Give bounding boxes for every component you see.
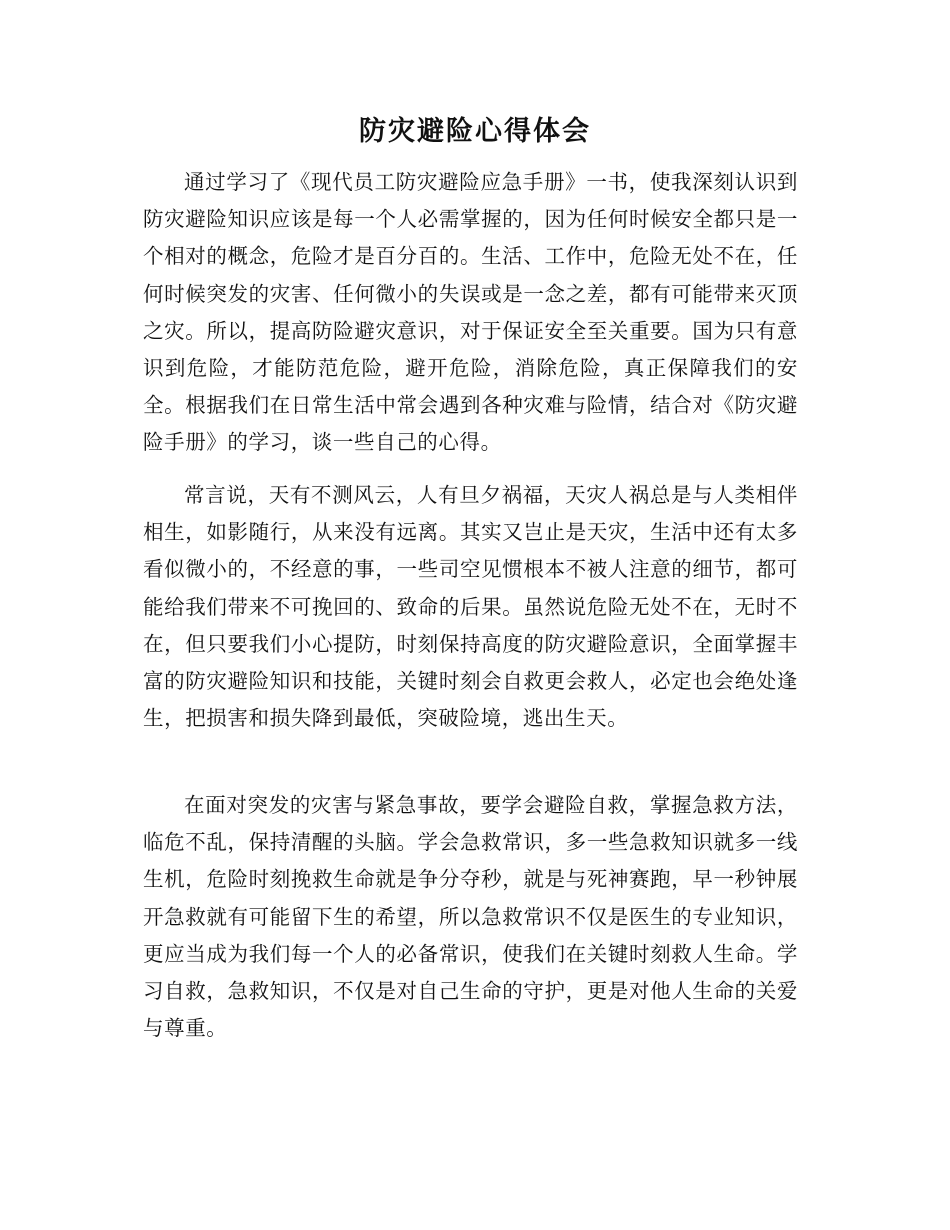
body-paragraph-2: 常言说，天有不测风云，人有旦夕祸福，天灾人祸总是与人类相伴相生，如影随行，从来没有远离。其实又岂止是天灾，生活中还有太多看似微小的，不经意的事，一些司空见惯根本不被人注意的细节，都可能给我们带来不可挽回的、致命的后果。虽然说危险无处不在，无时不在，但只要我们小心提防，时刻保持高度的防灾避险意识，全面掌握丰富的防灾避险知识和技能，关键时刻会自救更会救人，必定也会绝处逢生，把损害和损失降到最低，突破险境，逃出生天。	[143, 483, 798, 731]
page-title: 防灾避险心得体会	[359, 116, 591, 147]
body-paragraph-3: 在面对突发的灾害与紧急事故，要学会避险自救，掌握急救方法，临危不乱，保持清醒的头脑。学会急救常识，多一些急救知识就多一线生机，危险时刻挽救生命就是争分夺秒，就是与死神赛跑，早一秒钟展开急救就有可能留下生的希望，所以急救常识不仅是医生的专业知识，更应当成为我们每一个人的必备常识，使我们在关键时刻救人生命。学习自救，急救知识，不仅是对自己生命的守护，更是对他人生命的关爱与尊重。	[143, 793, 798, 1041]
body-paragraph-1: 通过学习了《现代员工防灾避险应急手册》一书，使我深刻认识到防灾避险知识应该是每一个人必需掌握的，因为任何时候安全都只是一个相对的概念，危险才是百分百的。生活、工作中，危险无处不在，任何时候突发的灾害、任何微小的失误或是一念之差，都有可能带来灭顶之灾。所以，提高防险避灾意识，对于保证安全至关重要。国为只有意识到危险，才能防范危险，避开危险，消除危险，真正保障我们的安全。根据我们在日常生活中常会遇到各种灾难与险情，结合对《防灾避险手册》的学习，谈一些自己的心得。	[143, 170, 798, 455]
